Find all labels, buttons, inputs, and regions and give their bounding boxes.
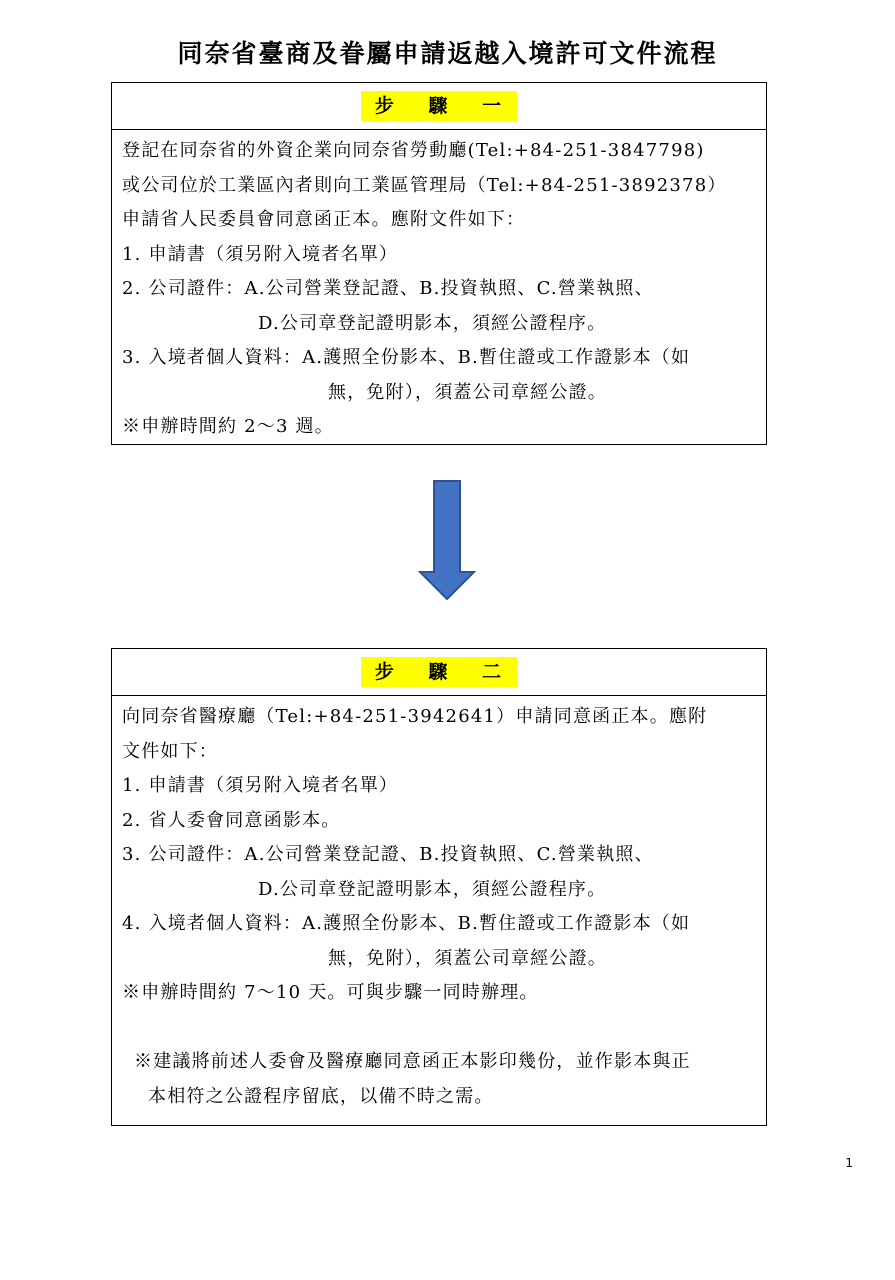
step-one-line: ※申辦時間約 2～3 週。 <box>122 416 334 437</box>
step-two-line: 4. 入境者個人資料：A.護照全份影本、B.暫住證或工作證影本（如 <box>122 913 691 934</box>
step-two-line: 無，免附），須蓋公司章經公證。 <box>328 947 607 969</box>
step-one-line: 申請省人民委員會同意函正本。應附文件如下： <box>122 209 526 230</box>
step-one-line: 3. 入境者個人資料：A.護照全份影本、B.暫住證或工作證影本（如 <box>122 347 691 368</box>
page-title: 同奈省臺商及眷屬申請返越入境許可文件流程 <box>177 39 718 68</box>
step-one-line: D.公司章登記證明影本，須經公證程序。 <box>258 312 607 334</box>
step-two-note-line: ※建議將前述人委會及醫療廳同意函正本影印幾份，並作影本與正 <box>134 1051 691 1072</box>
step-one-line: 2. 公司證件：A.公司營業登記證、B.投資執照、C.營業執照、 <box>122 278 654 299</box>
step-two-header <box>112 649 766 696</box>
step-two-note-line: 本相符之公證程序留底，以備不時之需。 <box>148 1085 494 1107</box>
step-one-line: 登記在同奈省的外資企業向同奈省勞動廳(Tel:+84-251-3847798) <box>122 140 705 161</box>
step-two-line: 3. 公司證件：A.公司營業登記證、B.投資執照、C.營業執照、 <box>122 844 654 865</box>
step-two-label: 步 驟 二 <box>361 657 517 687</box>
step-one-box <box>111 82 767 445</box>
step-two-line: 2. 省人委會同意函影本。 <box>122 809 341 831</box>
step-one-label: 步 驟 一 <box>361 91 517 121</box>
spacer <box>122 1011 758 1046</box>
down-arrow-icon <box>418 480 476 600</box>
step-two-line: 向同奈省醫療廳（Tel:+84-251-3942641）申請同意函正本。應附 <box>122 706 708 727</box>
step-two-line: 文件如下： <box>122 740 218 762</box>
step-two-line: ※申辦時間約 7～10 天。可與步驟一同時辦理。 <box>122 982 539 1003</box>
step-one-header <box>112 83 766 130</box>
step-one-body <box>112 130 766 445</box>
step-two-body <box>112 696 766 1114</box>
step-two-line: D.公司章登記證明影本，須經公證程序。 <box>258 878 607 900</box>
step-one-line: 無，免附），須蓋公司章經公證。 <box>328 381 607 403</box>
step-one-line: 1. 申請書（須另附入境者名單） <box>122 243 399 265</box>
step-two-box <box>111 648 767 1126</box>
step-two-line: 1. 申請書（須另附入境者名單） <box>122 775 399 796</box>
step-one-line: 或公司位於工業區內者則向工業區管理局（Tel:+84-251-3892378） <box>122 174 727 196</box>
page-number: 1 <box>845 1156 853 1170</box>
